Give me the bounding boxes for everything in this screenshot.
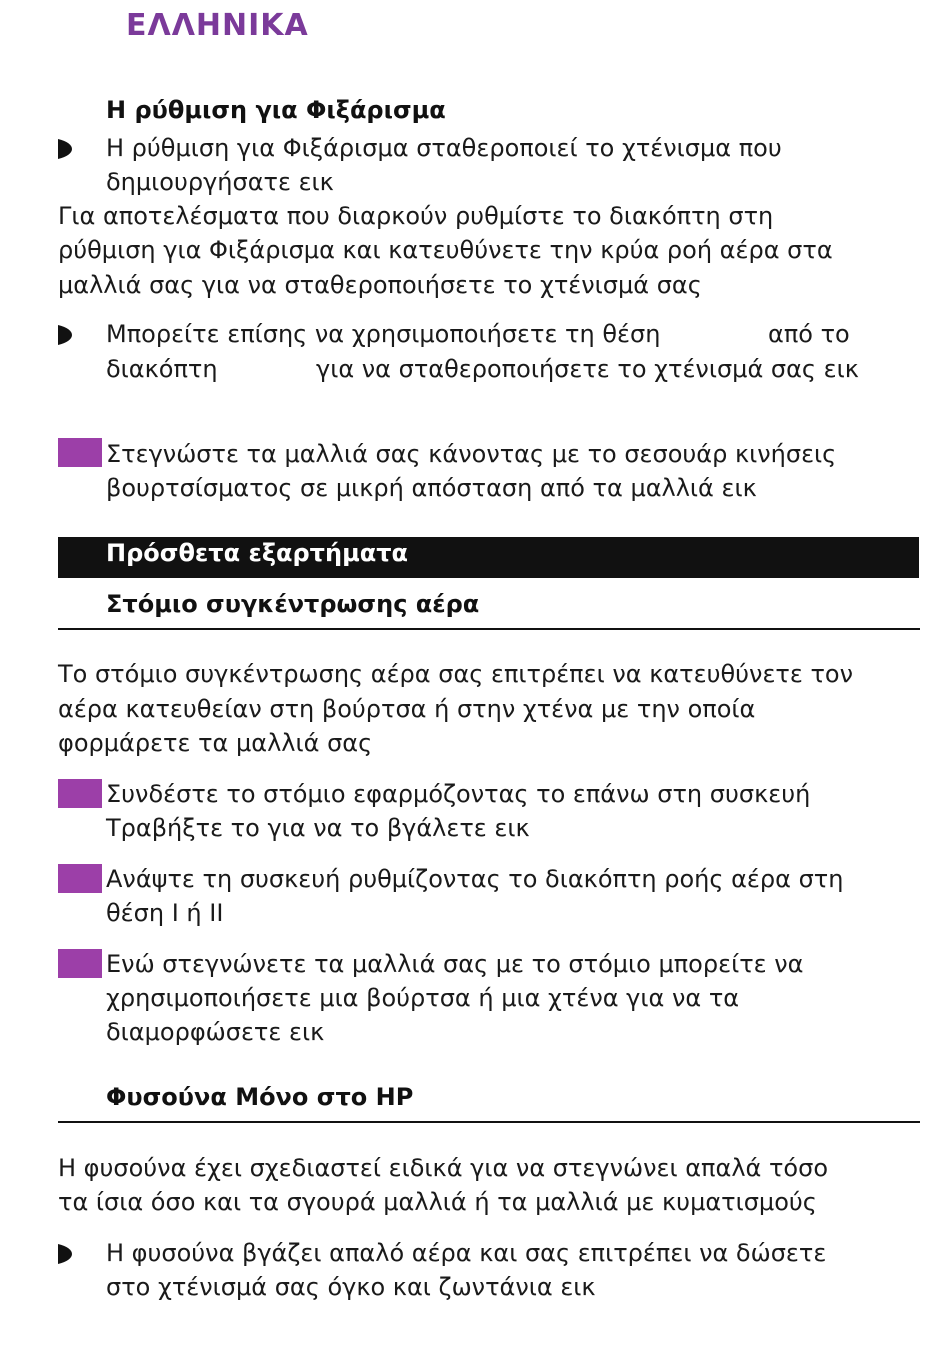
nozzle-para-line2: αέρα κατευθείαν στη βούρτσα ή στην χτένα με την οποία [58,695,756,723]
fix-bullet2-line2a: διακόπτη [106,355,218,383]
fix-para-line2: ρύθμιση για Φιξάρισμα και κατευθύνετε την κρύα ροή αέρα στα [58,236,833,264]
fix-step-line1: Στεγνώστε τα μαλλιά σας κάνοντας με το σεσουάρ κινήσεις [106,440,837,468]
step-marker [58,779,102,808]
step-marker [58,864,102,893]
bullet-icon [58,139,72,159]
fix-bullet2-line1a: Μπορείτε επίσης να χρησιμοποιήσετε τη θέση [106,320,661,348]
accessories-section-title: Πρόσθετα εξαρτήματα [106,539,409,567]
nozzle-step3-line1: Ενώ στεγνώνετε τα μαλλιά σας με το στόμιο μπορείτε να [106,950,804,978]
fix-para-line1: Για αποτελέσματα που διαρκούν ρυθμίστε το διακόπτη στη [58,202,774,230]
bullet-icon [58,325,72,345]
nozzle-step2-line2: θέση I ή II [106,899,224,927]
diffuser-para-line1: Η φυσούνα έχει σχεδιαστεί ειδικά για να στεγνώνει απαλά τόσο [58,1154,829,1182]
fix-bullet2-line2b: για να σταθεροποιήσετε το χτένισμά σας εικ [316,355,859,383]
language-heading: ΕΛΛΗΝΙΚΑ [126,8,309,43]
fix-bullet2-line1b: από το [768,320,850,348]
bullet-icon [58,1244,72,1264]
fix-setting-title: Η ρύθμιση για Φιξάρισμα [106,96,446,124]
step-marker [58,438,102,467]
nozzle-step1-line2: Τραβήξτε το για να το βγάλετε εικ [106,814,530,842]
nozzle-step3-line3: διαμορφώσετε εικ [106,1018,325,1046]
diffuser-bullet-line2: στο χτένισμά σας όγκο και ζωντάνια εικ [106,1273,596,1301]
diffuser-para-line2: τα ίσια όσο και τα σγουρά μαλλιά ή τα μαλλιά με κυματισμούς [58,1188,817,1216]
diffuser-bullet-line1: Η φυσούνα βγάζει απαλό αέρα και σας επιτρέπει να δώσετε [106,1239,827,1267]
fix-step-line2: βουρτσίσματος σε μικρή απόσταση από τα μαλλιά εικ [106,474,757,502]
nozzle-title: Στόμιο συγκέντρωσης αέρα [106,590,480,618]
section-divider [58,1121,920,1123]
step-marker [58,949,102,978]
fix-bullet1-line2: δημιουργήσατε εικ [106,168,334,196]
section-divider [58,628,920,630]
fix-para-line3: μαλλιά σας για να σταθεροποιήσετε το χτένισμά σας [58,271,702,299]
nozzle-para-line3: φορμάρετε τα μαλλιά σας [58,729,373,757]
nozzle-para-line1: Το στόμιο συγκέντρωσης αέρα σας επιτρέπει να κατευθύνετε τον [58,660,854,688]
nozzle-step3-line2: χρησιμοποιήσετε μια βούρτσα ή μια χτένα για να τα [106,984,740,1012]
nozzle-step1-line1: Συνδέστε το στόμιο εφαρμόζοντας το επάνω στη συσκευή [106,780,811,808]
diffuser-title: Φυσούνα Μόνο στο HP [106,1083,414,1111]
nozzle-step2-line1: Ανάψτε τη συσκευή ρυθμίζοντας το διακόπτη ροής αέρα στη [106,865,844,893]
fix-bullet1-line1: Η ρύθμιση για Φιξάρισμα σταθεροποιεί το χτένισμα που [106,134,782,162]
